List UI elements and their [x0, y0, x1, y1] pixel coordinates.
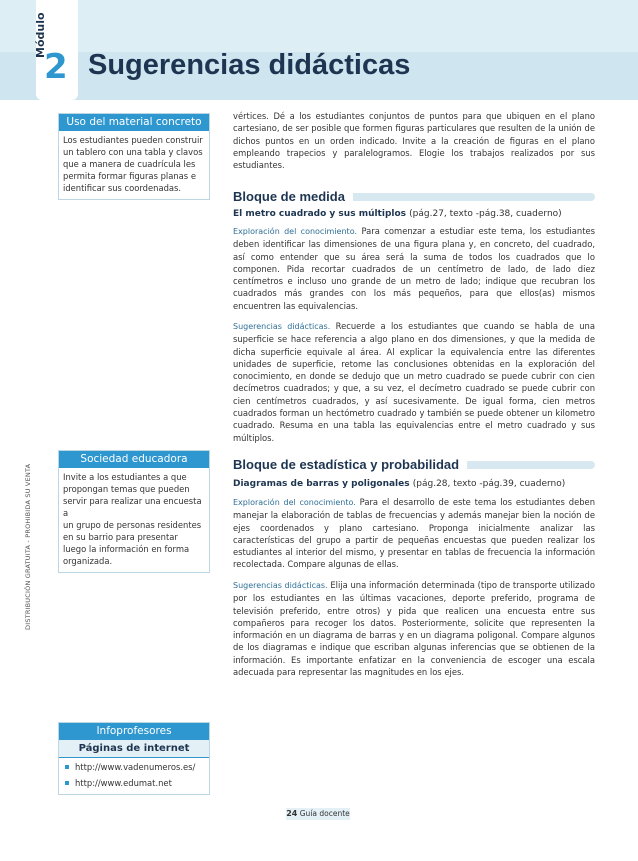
box-title: Sociedad educadora [59, 451, 209, 468]
section-heading-medida [233, 189, 595, 204]
box-subtitle: Páginas de internet [59, 740, 209, 758]
box-line: Invite a los estudiantes a que [63, 472, 187, 482]
paragraph-exploracion [233, 496, 595, 571]
paragraph-sugerencias [233, 579, 595, 678]
box-title: Uso del material concreto [59, 114, 209, 131]
intro-paragraph: vértices. Dé a los estudiantes conjuntos de puntos para que ubiquen en el plano cartesiano, de ser posible que formen figuras particulares que resulten de la unión de dichos puntos en un orden indicado. Invite a la creación de figuras en el plano empleando trapecios y paralelogramos. Elogie los trabajos realizados por sus estudiantes. [233, 111, 595, 171]
paragraph-exploracion [233, 225, 595, 312]
link-item[interactable] [59, 778, 209, 794]
box-line: organizada. [63, 556, 113, 566]
section-title: Bloque de medida [233, 189, 345, 204]
section-title: Bloque de estadística y probabilidad [233, 457, 460, 472]
box-line: que a manera de cuadrícula les [63, 159, 196, 169]
box-line: identificar sus coordenadas. [63, 183, 182, 193]
module-number: 2 [44, 47, 68, 87]
link-text[interactable]: http://www.edumat.net [75, 778, 172, 788]
box-line: luego la información en forma [63, 544, 190, 554]
paragraph-sugerencias [233, 320, 595, 444]
page-title: Sugerencias didácticas [88, 49, 411, 81]
subtitle-text: Diagramas de barras y poligonales [233, 479, 410, 489]
box-body [59, 131, 209, 199]
paragraph-label: Sugerencias didácticas. [233, 322, 331, 331]
module-label: Módulo [34, 12, 47, 58]
box-line: en su barrio para presentar [63, 532, 178, 542]
paragraph-label: Exploración del conocimiento. [233, 227, 357, 236]
box-title: Infoprofesores [59, 723, 209, 740]
paragraph-label: Exploración del conocimiento. [233, 498, 356, 507]
subtitle-pages: (pág.27, texto -pág.38, cuaderno) [409, 209, 562, 219]
bullet-icon [65, 781, 69, 785]
box-line: permita formar figuras planas e [63, 171, 196, 181]
bullet-icon [65, 765, 69, 769]
paragraph-text: Para comenzar a estudiar este tema, los estudiantes deben identificar las dimensiones de una figura plana y, en concreto, del cuadrado, así como entender que su área será la suma de todos los cuadrados que lo componen. Pida recortar cuadrados de un centímetro de lado, de lado diez centímetros e incluso uno grande de un metro de lado; indique que recubran los cuadrados más grandes con los más pequeños, para que ellos(as) mismos encuentren las equivalencias. [233, 226, 595, 311]
page-footer [286, 808, 350, 820]
box-line: un tablero con una tabla y clavos [63, 147, 203, 157]
paragraph-text: Recuerde a los estudiantes que cuando se habla de una superficie se hace referencia a algo plano en dos dimensiones, y que la medida de dicha superficie equivale al área. Al explicar la equivalencia entre las diferentes unidades de superficie, retome las conclusiones obtenidas en la exploración del conocimiento, en donde se dedujo que un metro cuadrado se puede cubrir con cien decímetros cuadrados; y que, a su vez, el decímetro cuadrado se puede cubrir con cien centímetros cuadrados, y así sucesivamente. De igual forma, cien metros cuadrados forman un hectómetro cuadrado y también se puede obtener un kilometro cuadrado. Resuma en una tabla las equivalencias entre el metro cuadrado y sus múltiplos. [233, 321, 595, 443]
box-line: Los estudiantes pueden construir [63, 135, 203, 145]
box-body [59, 468, 209, 572]
section-subtitle [233, 479, 565, 489]
subtitle-pages: (pág.28, texto -pág.39, cuaderno) [412, 479, 566, 489]
distribution-note: DISTRIBUCIÓN GRATUITA - PROHIBIDA SU VENTA [24, 463, 32, 630]
paragraph-label: Sugerencias didácticas. [233, 581, 328, 590]
box-line: servir para realizar una encuesta a [63, 496, 202, 518]
paragraph-text: Para el desarrollo de este tema los estudiantes deben manejar la elaboración de tablas de frecuencias y además manejar bien la noción de ejes coordenados y plano cartesiano. Proponga inicialmente analizar las características del grupo a partir de pequeñas encuestas que pueden realizar los estudiantes al interior del mismo, y presentar en tablas de frecuencia la información recolectada. Compare algunas de ellas. [233, 497, 596, 570]
subtitle-text: El metro cuadrado y sus múltiplos [233, 209, 407, 219]
box-line: un grupo de personas residentes [63, 520, 202, 530]
section-subtitle [233, 209, 562, 219]
box-infoprofesores [58, 722, 210, 795]
page-number: 24 [286, 809, 298, 818]
paragraph-text: Elija una información determinada (tipo de transporte utilizado por los estudiantes en las últimas vacaciones, deporte preferido, programa de televisión preferido, entre otros) y pida que realicen una encuesta entre sus compañeros para recoger los datos. Posteriormente, solicite que representen la información en un diagrama de barras y en un diagrama poligonal. Compare algunos de los diagramas e indique que escriban algunas inferencias que se obtienen de la información. Es importante enfatizar en la conveniencia de escoger una escala adecuada para representar las magnitudes en los ejes. [233, 580, 595, 678]
box-material-concreto [58, 113, 210, 200]
box-sociedad-educadora [58, 450, 210, 573]
footer-label: Guía docente [299, 809, 350, 818]
heading-bar [467, 461, 595, 469]
link-item[interactable] [59, 758, 209, 778]
section-heading-estadistica [233, 457, 595, 472]
link-text[interactable]: http://www.vadenumeros.es/ [75, 762, 196, 772]
box-line: propongan temas que pueden [63, 484, 190, 494]
heading-bar [353, 193, 595, 201]
